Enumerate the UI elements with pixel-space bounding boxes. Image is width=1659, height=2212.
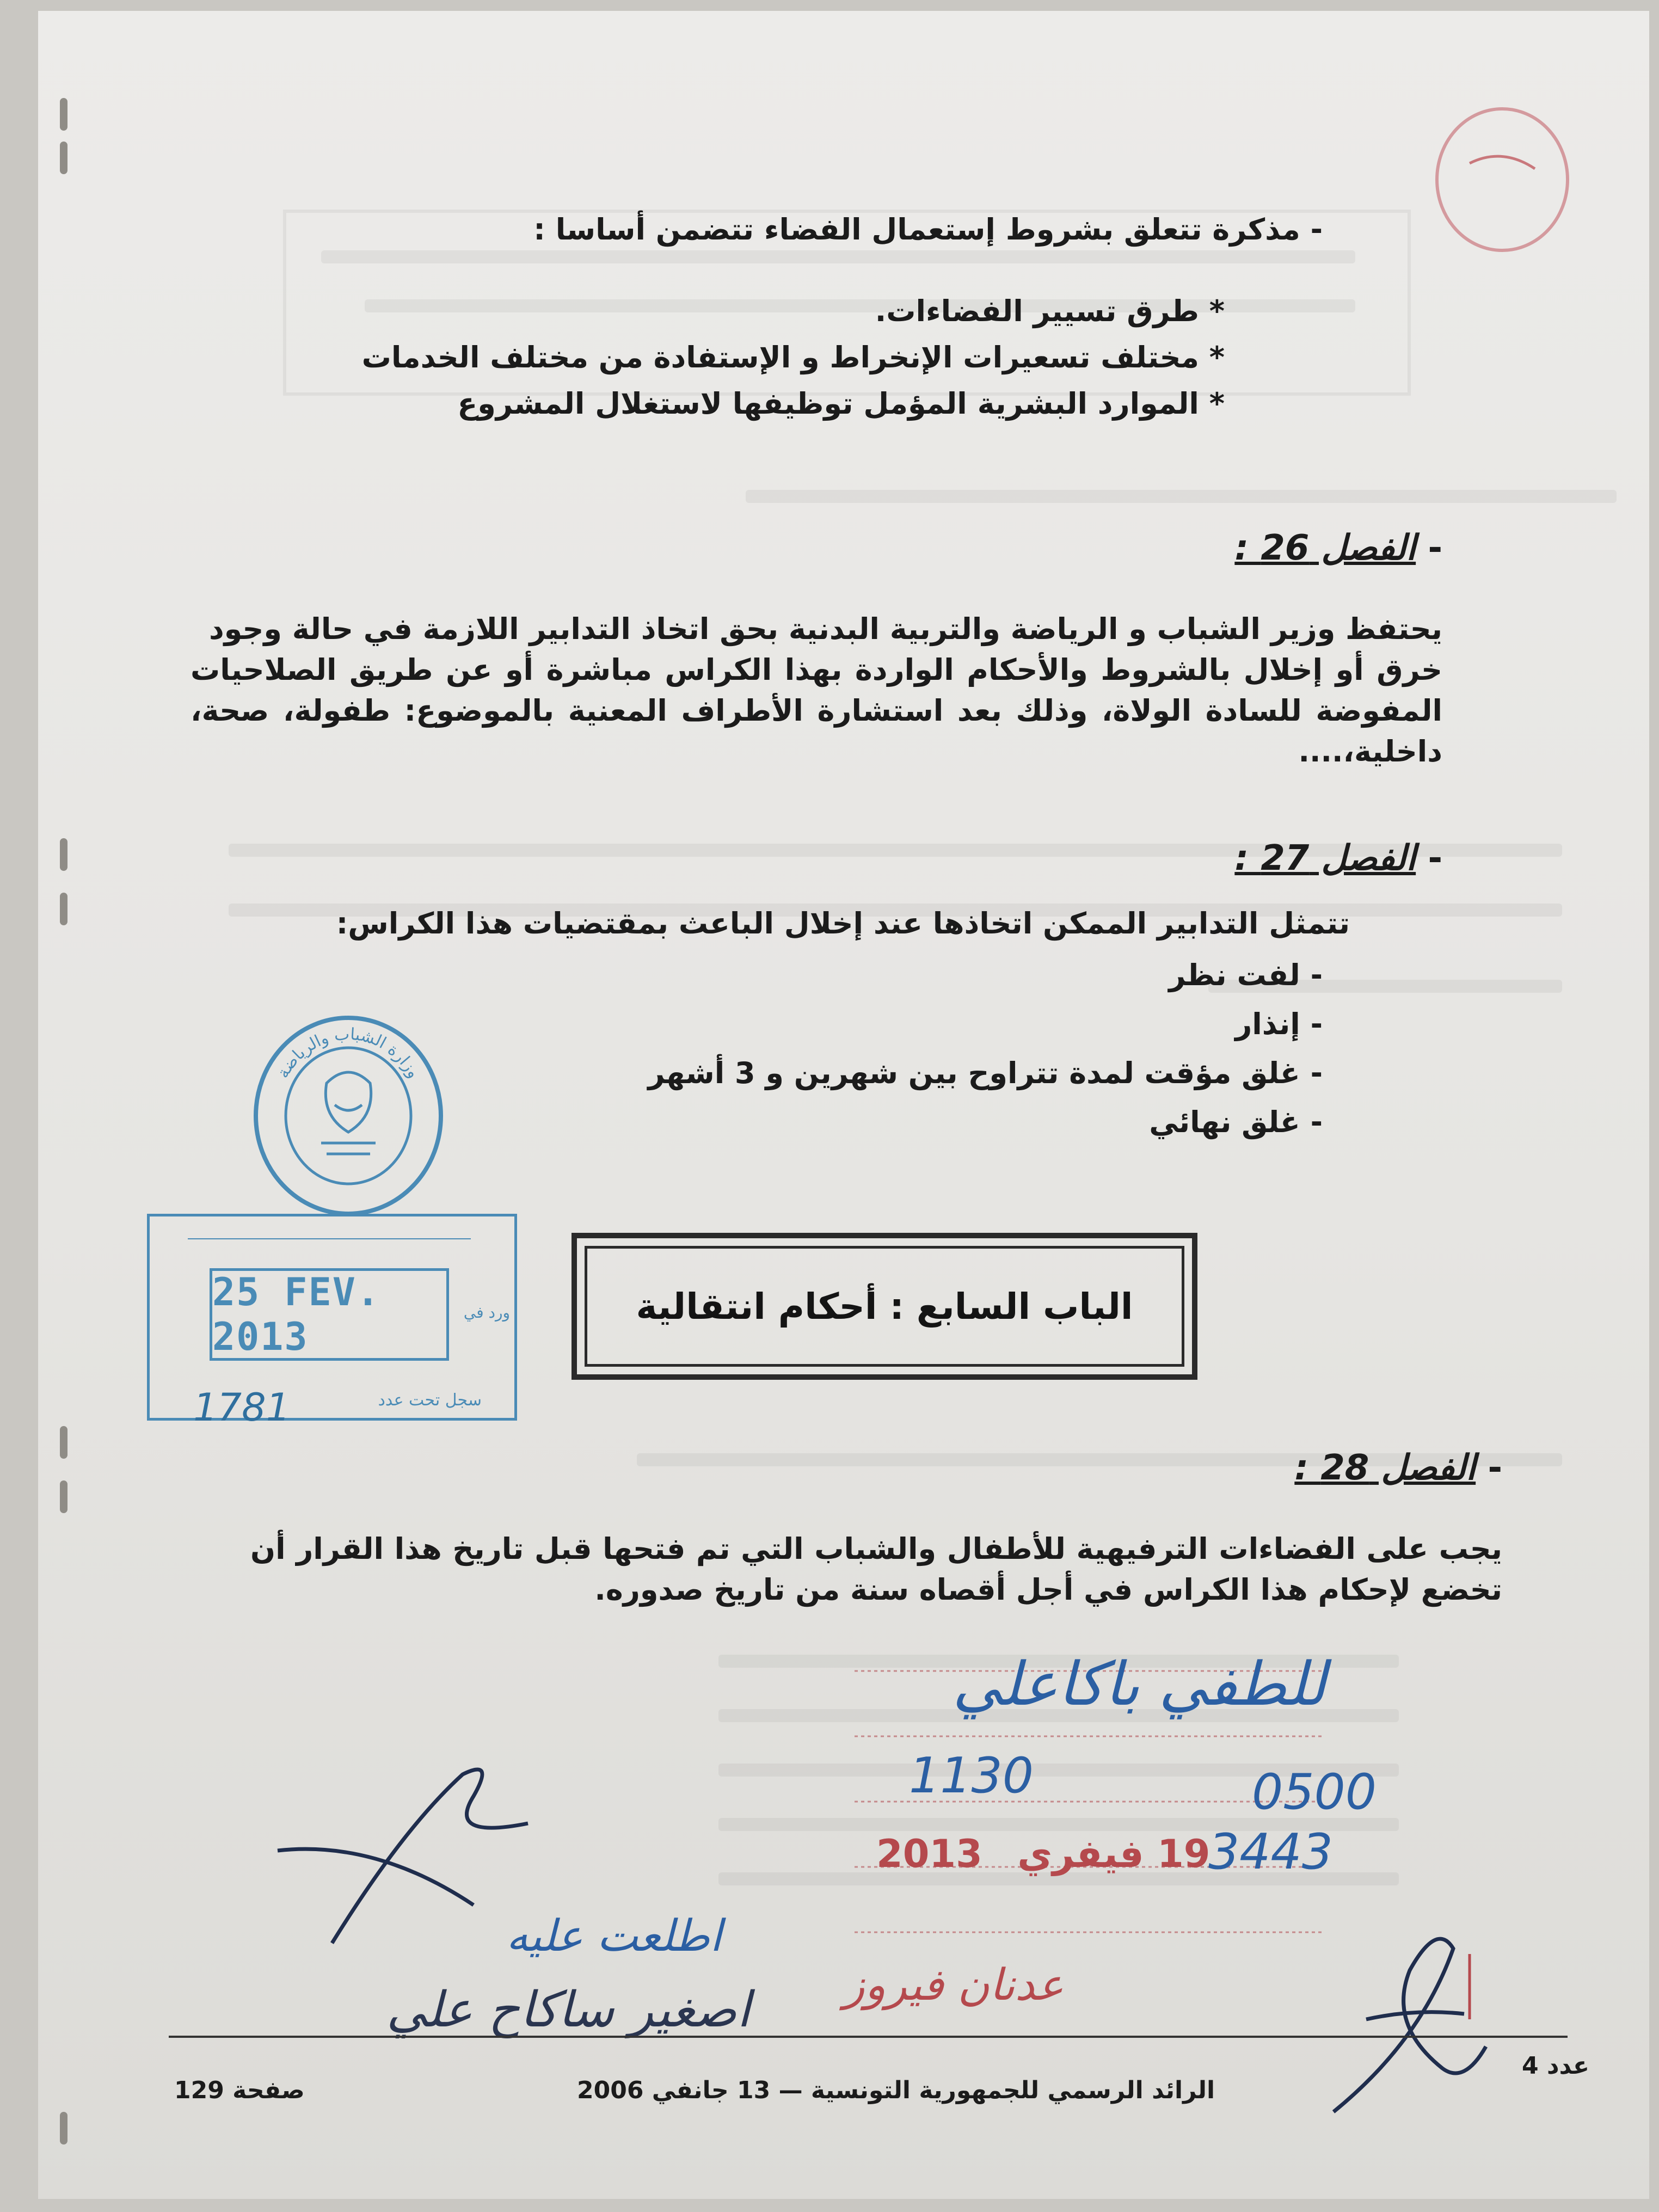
binder-hole	[60, 2112, 67, 2145]
measure-dash: -	[1300, 1007, 1323, 1041]
measure-item	[1149, 1105, 1323, 1139]
received-number: 1781	[193, 1385, 291, 1430]
red-date-stamp	[876, 1832, 1211, 1876]
document-page	[38, 11, 1649, 2199]
chapter-title-box	[572, 1233, 1197, 1380]
handwritten-note-blue: اطلعت عليه	[506, 1910, 722, 1961]
measure-item	[648, 1056, 1323, 1090]
red-date-year: 2013	[876, 1832, 982, 1876]
handwritten-note-black: اصغير ساكاح علي	[386, 1981, 751, 2038]
footer-rule	[169, 2036, 1568, 2038]
binder-hole	[60, 893, 67, 925]
binder-hole	[60, 838, 67, 871]
heading-text: الفصل 28 :	[1294, 1448, 1476, 1488]
received-stamp-header	[188, 1222, 471, 1239]
measure-text: غلق مؤقت لمدة تتراوح بين شهرين و 3 أشهر	[648, 1056, 1300, 1090]
article-28-heading	[1294, 1448, 1502, 1488]
memo-bullet: * طرق تسيير الفضاءات.	[875, 294, 1225, 328]
memo-dash: -	[1300, 212, 1323, 247]
seal-text: وزارة الشباب والرياضة	[273, 1024, 423, 1082]
article-26-line: يحتفظ وزير الشباب و الرياضة والتربية البدنية بحق اتخاذ التدابير اللازمة في حالة وجود	[208, 612, 1442, 646]
heading-dash: -	[1476, 1448, 1502, 1488]
memo-line-text: مذكرة تتعلق بشروط إستعمال الفضاء تتضمن أساسا :	[533, 212, 1300, 247]
binder-hole	[60, 1480, 67, 1513]
signature-left	[267, 1764, 648, 1981]
red-corner-stamp	[1410, 98, 1573, 261]
footer-issue: عدد 4	[1522, 2052, 1589, 2080]
heading-dash: -	[1416, 838, 1442, 878]
measure-dash: -	[1300, 958, 1323, 992]
measure-text: لفت نظر	[1169, 958, 1300, 992]
heading-dash: -	[1416, 528, 1442, 568]
measure-item	[1169, 958, 1323, 992]
binder-hole	[60, 142, 67, 174]
red-date-rest: 19 فيفري	[1017, 1832, 1211, 1876]
footer-journal: الرائد الرسمي للجمهورية التونسية — 13 جانفي 2006	[577, 2076, 1215, 2104]
article-27-heading	[1234, 838, 1442, 878]
handwritten-note-red: عدنان فيروز	[844, 1959, 1064, 2010]
heading-text: الفصل 27 :	[1234, 838, 1416, 878]
measure-item	[1235, 1007, 1323, 1041]
memo-bullet: * مختلف تسعيرات الإنخراط و الإستفادة من مختلف الخدمات	[361, 340, 1225, 374]
reverse-side-text	[321, 250, 1355, 263]
measure-dash: -	[1300, 1056, 1323, 1090]
handwritten-number-2: 0500	[1252, 1764, 1377, 1821]
received-stamp	[147, 1214, 517, 1430]
article-26-line: داخلية،....	[1298, 734, 1442, 769]
ministry-seal	[245, 1007, 452, 1225]
article-26-heading	[1234, 528, 1442, 568]
binder-hole	[60, 98, 67, 131]
received-label-reg: سجل تحت عدد	[378, 1391, 482, 1410]
chapter-title: الباب السابع : أحكام انتقالية	[636, 1285, 1133, 1328]
heading-text: الفصل 26 :	[1234, 528, 1416, 568]
article-26-line: المفوضة للسادة الولاة، وذلك بعد استشارة الأطراف المعنية بالموضوع: طفولة، صحة،	[191, 693, 1442, 728]
red-mark	[1453, 1949, 1486, 2025]
measure-text: غلق نهائي	[1149, 1105, 1300, 1139]
memo-line	[533, 212, 1323, 247]
article-28-line: تخضع لإحكام هذا الكراس في أجل أقصاه سنة من تاريخ صدوره.	[594, 1572, 1502, 1607]
reverse-side-text	[746, 490, 1617, 503]
footer-page: صفحة 129	[174, 2076, 305, 2104]
article-28-line: يجب على الفضاءات الترفيهية للأطفال والشباب التي تم فتحها قبل تاريخ هذا القرار أن	[250, 1532, 1502, 1566]
article-26-line: خرق أو إخلال بالشروط والأحكام الواردة بهذا الكراس مباشرة أو عن طريق الصلاحيات	[191, 653, 1442, 687]
received-label-in: ورد في	[463, 1304, 510, 1322]
handwritten-number-3: 3443	[1208, 1823, 1334, 1881]
handwritten-number-1: 1130	[909, 1747, 1034, 1804]
received-date: 25 FEV. 2013	[210, 1268, 449, 1361]
handwritten-note-top: للطفي باكاعلي	[953, 1649, 1326, 1719]
memo-bullet: * الموارد البشرية المؤمل توظيفها لاستغلال المشروع	[457, 386, 1225, 421]
measure-dash: -	[1300, 1105, 1323, 1139]
measure-text: إنذار	[1235, 1007, 1300, 1041]
article-27-intro: تتمثل التدابير الممكن اتخاذها عند إخلال الباعث بمقتضيات هذا الكراس:	[336, 906, 1350, 941]
binder-hole	[60, 1426, 67, 1459]
